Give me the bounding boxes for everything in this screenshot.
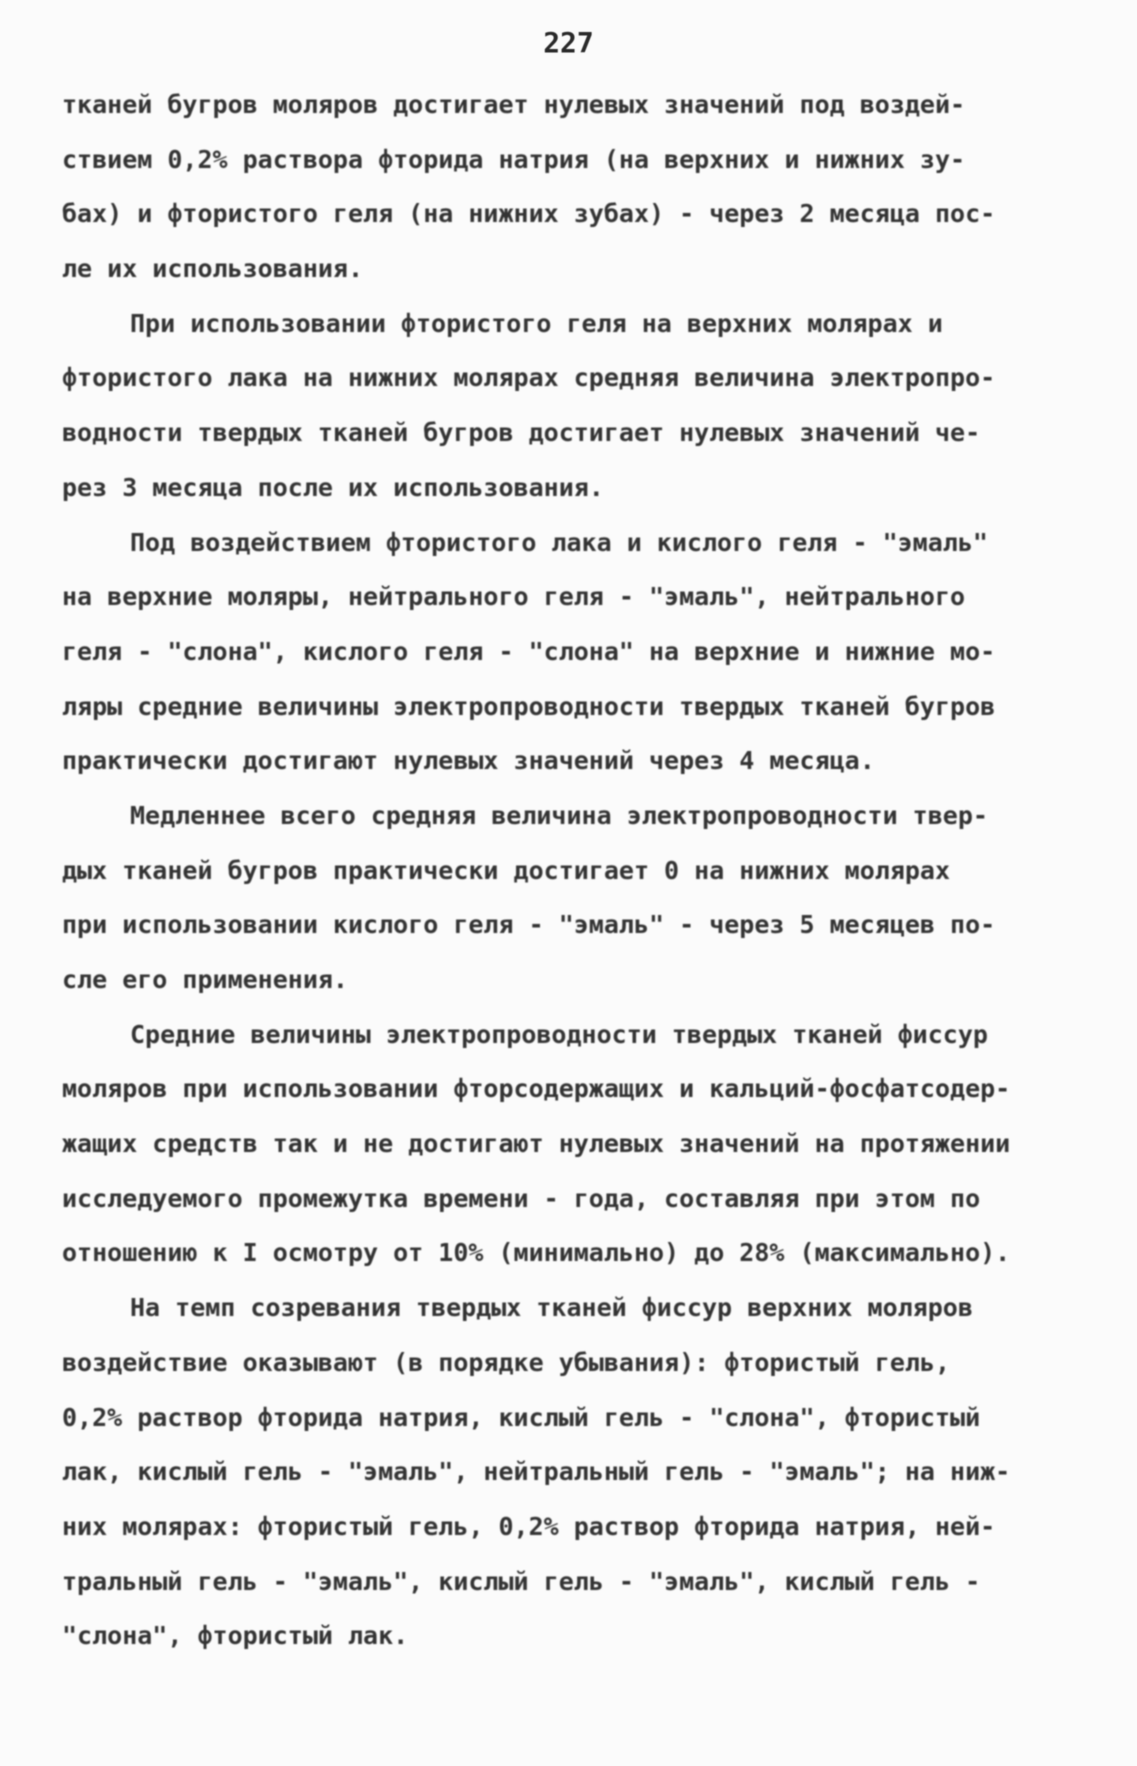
text-line: тканей бугров моляров достигает нулевых значений под воздей-	[62, 90, 966, 119]
text-line: бах) и фтористого геля (на нижних зубах) - через 2 месяца пос-	[62, 199, 996, 229]
text-line: 0,2% раствор фторида натрия, кислый гель - "слона", фтористый	[62, 1402, 981, 1432]
text-line: ляры средние величины электропроводности твердых тканей бугров	[62, 691, 996, 721]
text-line: Средние величины электропроводности твердых тканей фиссур	[130, 1019, 988, 1049]
page-number: 227	[543, 26, 594, 59]
paragraph	[62, 789, 1080, 1008]
text-line: На темп созревания твердых тканей фиссур верхних моляров	[130, 1293, 973, 1323]
text-line: дых тканей бугров практически достигает 0 на нижних молярах	[62, 855, 951, 885]
text-line: на верхние моляры, нейтрального геля - "эмаль", нейтрального	[62, 582, 966, 612]
text-line: при использовании кислого геля - "эмаль" - через 5 месяцев по-	[62, 910, 996, 940]
paragraph	[62, 1281, 1080, 1664]
text-line: При использовании фтористого геля на верхних молярах и	[130, 308, 943, 338]
text-line: них молярах: фтористый гель, 0,2% раствор фторида натрия, ней-	[62, 1511, 996, 1541]
text-line: моляров при использовании фторсодержащих и кальций-фосфатсодер-	[62, 1074, 1011, 1104]
paragraph	[62, 516, 1080, 789]
text-line: жащих средств так и не достигают нулевых значений на протяжении	[62, 1129, 1011, 1159]
text-line: Под воздействием фтористого лака и кислого геля - "эмаль"	[130, 527, 988, 557]
text-line: водности твердых тканей бугров достигает нулевых значений че-	[62, 418, 981, 448]
text-line: ствием 0,2% раствора фторида натрия (на верхних и нижних зу-	[62, 144, 966, 174]
text-line: практически достигают нулевых значений через 4 месяца.	[62, 746, 875, 776]
text-line: исследуемого промежутка времени - года, составляя при этом по	[62, 1183, 981, 1213]
text-line: тральный гель - "эмаль", кислый гель - "эмаль", кислый гель -	[62, 1566, 981, 1596]
text-line: отношению к I осмотру от 10% (минимально) до 28% (максимально).	[62, 1238, 1011, 1268]
paragraph	[62, 78, 1080, 297]
text-line: Медленнее всего средняя величина электропроводности твер-	[130, 800, 988, 830]
paragraph	[62, 1008, 1080, 1281]
body-text	[62, 78, 1080, 1664]
text-line: воздействие оказывают (в порядке убывания): фтористый гель,	[62, 1347, 951, 1377]
text-line: геля - "слона", кислого геля - "слона" на верхние и нижние мо-	[62, 636, 996, 666]
text-line: "слона", фтористый лак.	[62, 1621, 409, 1651]
text-line: рез 3 месяца после их использования.	[62, 472, 604, 502]
text-line: фтористого лака на нижних молярах средняя величина электропро-	[62, 363, 996, 393]
text-line: ле их использования.	[62, 254, 364, 284]
text-line: сле его применения.	[62, 965, 348, 994]
text-line: лак, кислый гель - "эмаль", нейтральный гель - "эмаль"; на ниж-	[62, 1457, 1011, 1487]
paragraph	[62, 297, 1080, 516]
